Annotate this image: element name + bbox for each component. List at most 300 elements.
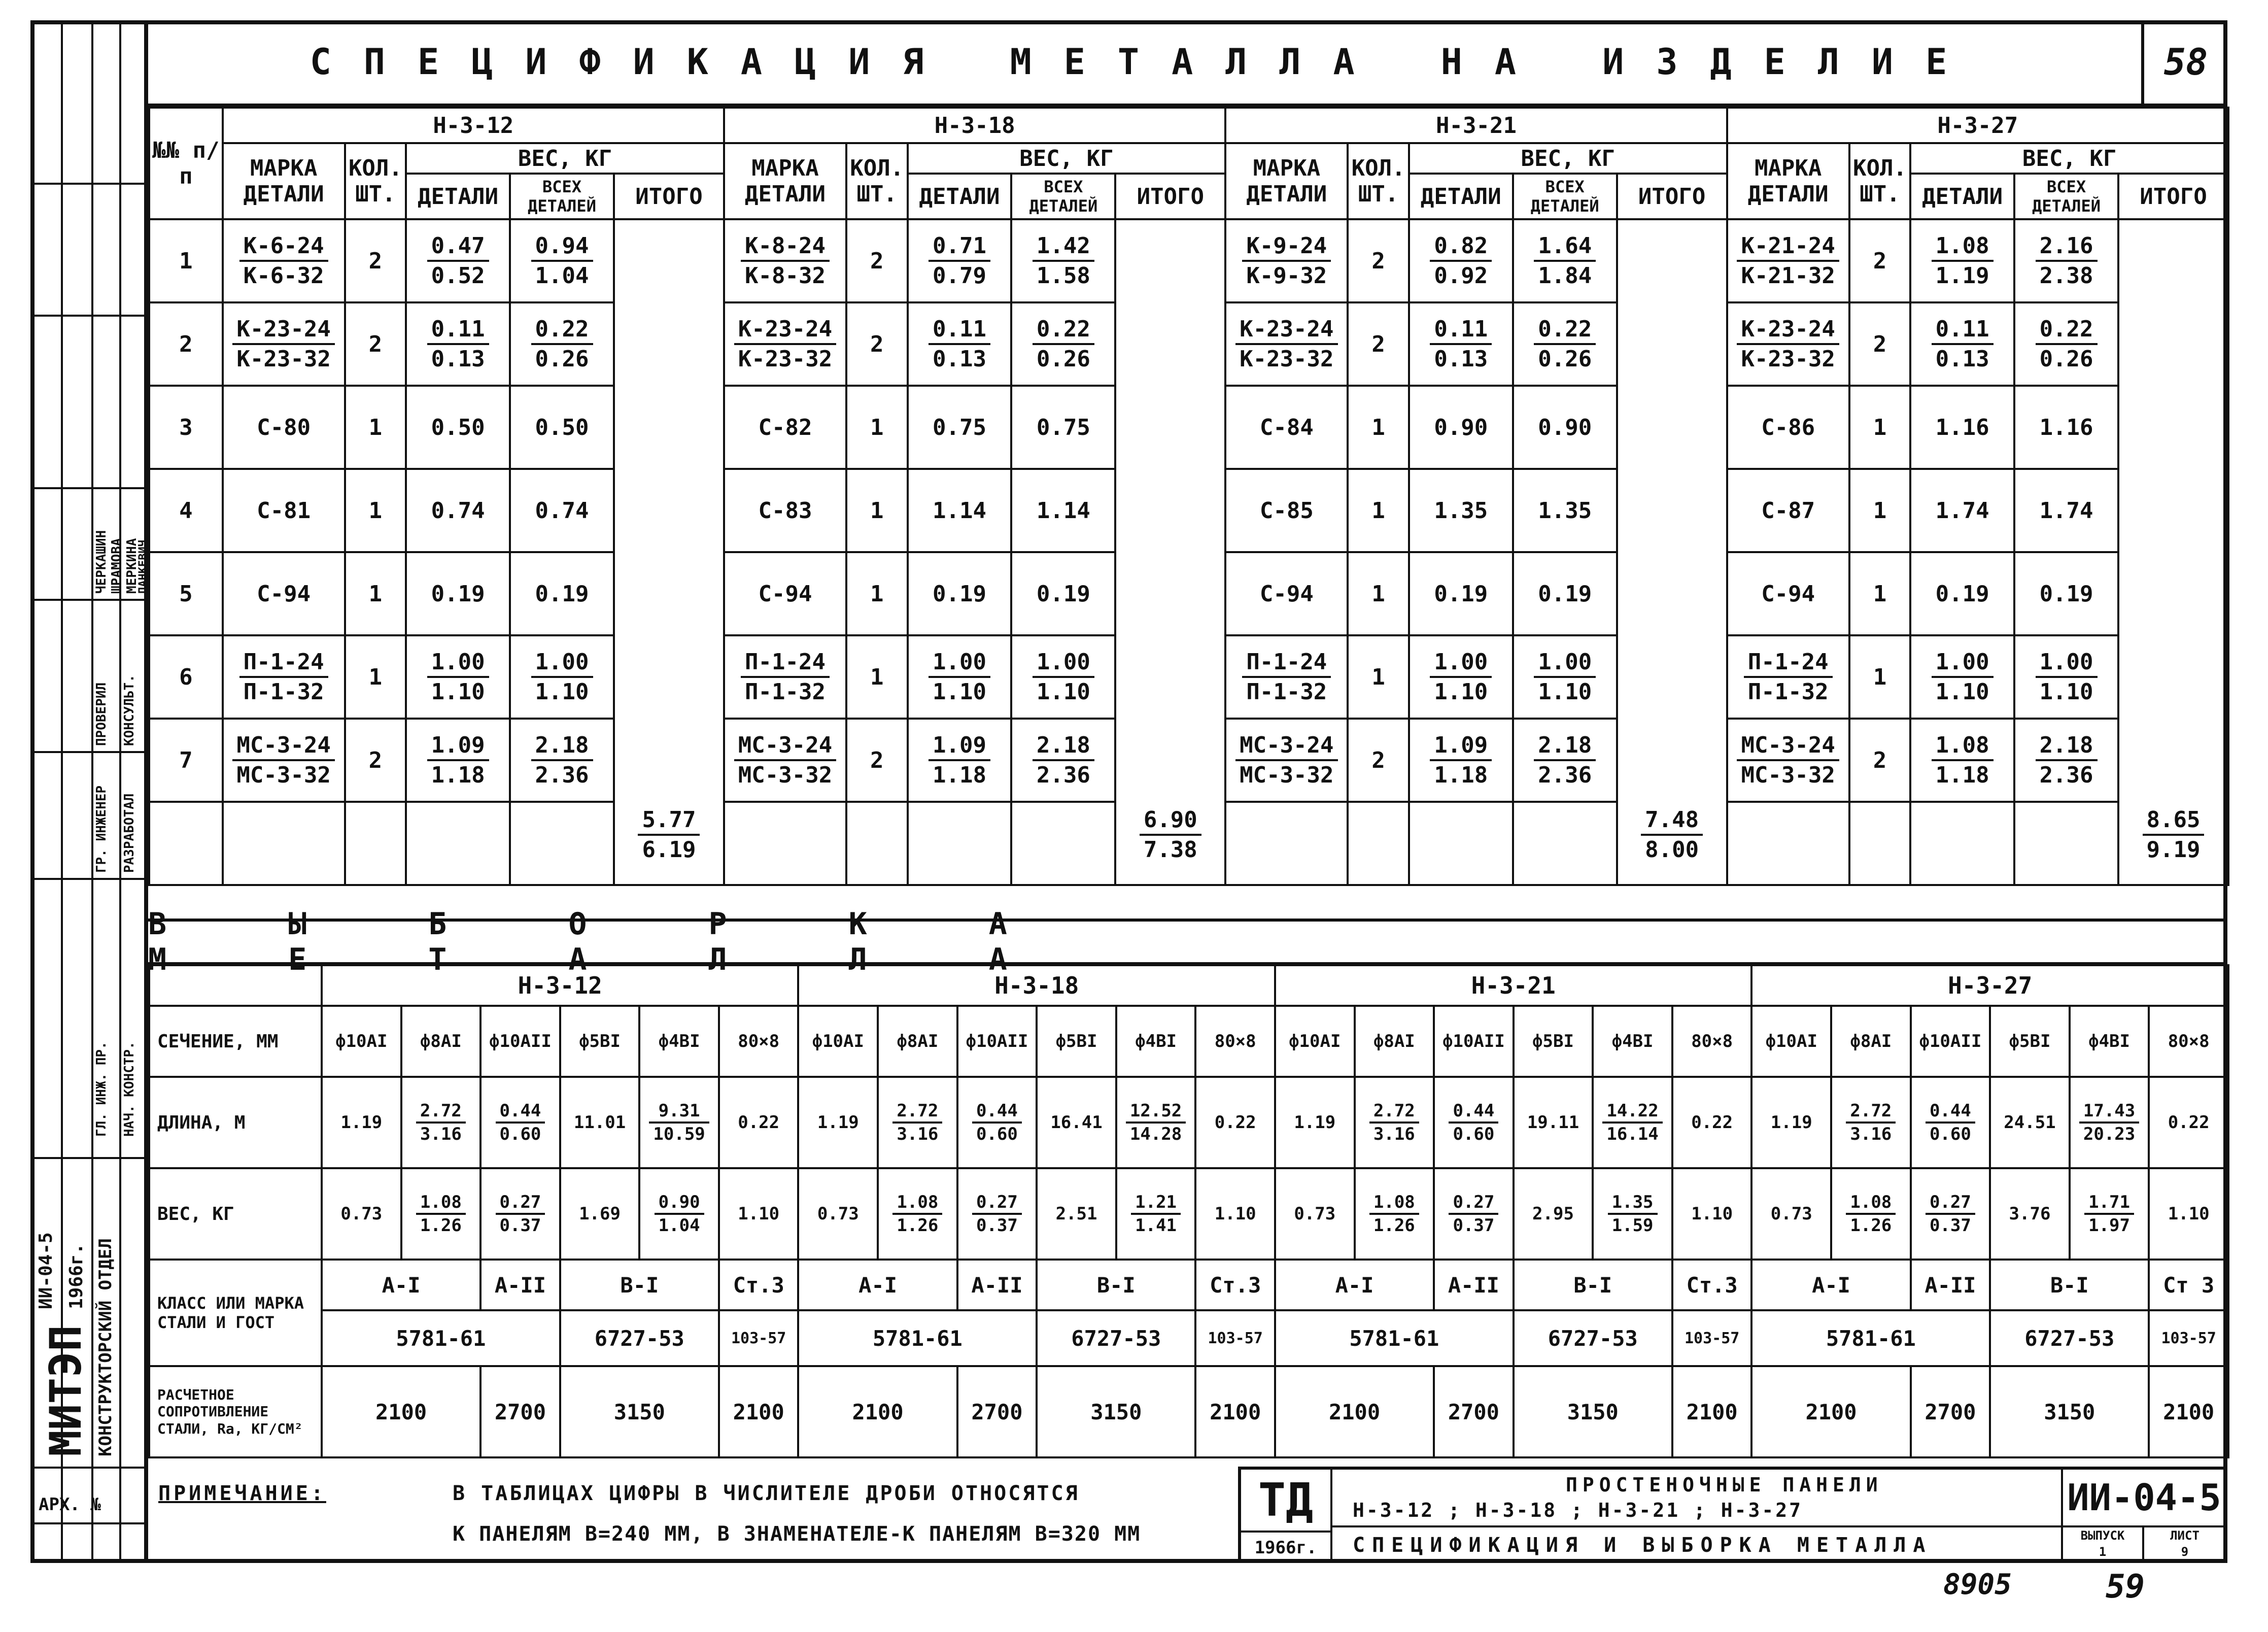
numerator: 1.08 (1932, 731, 1994, 761)
detail-qty: 1 (846, 552, 908, 635)
all-weight (510, 302, 614, 386)
numerator: 1.00 (531, 648, 593, 678)
numerator: 17.43 (2079, 1100, 2139, 1124)
denominator: П-1-32 (1246, 679, 1327, 705)
detail-mark (724, 386, 846, 469)
fraction (892, 1192, 942, 1237)
numerator: 1.00 (2036, 648, 2098, 678)
length-value (1751, 1077, 1831, 1168)
spec-total-header: ИТОГО (1115, 174, 1225, 219)
denominator: 3.16 (1850, 1124, 1892, 1144)
detail-qty: 1 (345, 386, 406, 469)
numerator: 0.44 (972, 1100, 1022, 1124)
cell-value: С-94 (1259, 581, 1314, 607)
section-value: ф10АI (1751, 1006, 1831, 1077)
fraction (1235, 731, 1337, 789)
strip-name: ШРАМОВА (109, 538, 124, 594)
spec-group-name: Н-3-27 (1727, 108, 2228, 143)
detail-weight (1409, 552, 1513, 635)
length-value (1037, 1077, 1116, 1168)
group-total (2118, 219, 2228, 885)
weight-value (1434, 1168, 1514, 1260)
fraction (1602, 1100, 1662, 1145)
fraction (929, 648, 990, 706)
section-value: ф10АII (957, 1006, 1037, 1077)
length-value (639, 1077, 719, 1168)
numerator: 1.00 (427, 648, 489, 678)
fraction (734, 731, 836, 789)
stamp-list (2144, 1525, 2225, 1563)
section-value: ф5ВI (1990, 1006, 2070, 1077)
note-line-2: К ПАНЕЛЯМ В=240 ММ, В ЗНАМЕНАТЕЛЕ-К ПАНЕЛЯМ В=320 ММ (453, 1522, 1141, 1546)
stamp-code: ИИ-04-5 (2067, 1476, 2221, 1519)
td-mark: ТД (1241, 1470, 1332, 1531)
weight-value (480, 1168, 560, 1260)
all-weight (1011, 219, 1115, 302)
numerator: МС-3-24 (232, 731, 334, 761)
fraction (1744, 648, 1833, 706)
all-weight (1011, 386, 1115, 469)
fraction (1449, 1192, 1498, 1237)
fraction (1534, 648, 1596, 706)
selection-group-name: Н-3-18 (798, 965, 1275, 1006)
detail-mark (1225, 635, 1348, 719)
numerator: 1.09 (929, 731, 990, 761)
fraction (929, 315, 990, 373)
detail-qty: 2 (846, 219, 908, 302)
detail-mark (724, 469, 846, 552)
detail-mark (223, 635, 345, 719)
cell-value: 1.19 (1294, 1112, 1336, 1133)
numerator: 2.18 (2036, 731, 2098, 761)
detail-weight (406, 719, 510, 802)
fraction (649, 1100, 709, 1145)
gost-value: 5781-61 (798, 1310, 1037, 1366)
section-value: ф4ВI (639, 1006, 719, 1077)
detail-weight (1910, 219, 2014, 302)
denominator: 0.60 (1929, 1124, 1971, 1144)
fraction (531, 232, 593, 290)
weight-value (1037, 1168, 1116, 1260)
numerator: 6.90 (1140, 806, 1201, 836)
length-value (2149, 1077, 2228, 1168)
section-value: ф8АI (401, 1006, 481, 1077)
detail-weight (1409, 219, 1513, 302)
gost-value: 103-57 (1195, 1310, 1275, 1366)
denominator: 16.14 (1606, 1124, 1659, 1144)
cell-value: С-81 (257, 497, 311, 524)
numerator: 2.18 (531, 731, 593, 761)
stamp-year: 1966г. (1241, 1531, 1332, 1563)
weight-value (1593, 1168, 1672, 1260)
detail-qty: 2 (345, 219, 406, 302)
steel-class: В-I (1037, 1260, 1195, 1310)
all-weight (2014, 386, 2118, 469)
steel-class: А-I (798, 1260, 957, 1310)
numerator: 1.00 (1430, 648, 1492, 678)
detail-qty: 1 (1348, 386, 1409, 469)
detail-qty: 1 (1348, 635, 1409, 719)
length-value (401, 1077, 481, 1168)
fraction (1369, 1192, 1419, 1237)
fraction (1430, 648, 1492, 706)
fraction (972, 1100, 1022, 1145)
cell-value: 0.22 (738, 1112, 780, 1133)
numerator: 1.64 (1534, 232, 1596, 262)
numerator: 0.22 (1033, 315, 1094, 345)
denominator: 6.19 (642, 837, 696, 863)
all-weight (1513, 469, 1617, 552)
denominator: МС-3-32 (1741, 762, 1835, 788)
detail-weight (1910, 635, 2014, 719)
fraction (1737, 731, 1839, 789)
cell-value: 0.74 (431, 497, 485, 524)
numerator: 0.11 (1430, 315, 1492, 345)
numerator: 0.27 (1926, 1192, 1975, 1215)
title-block (1238, 1467, 2227, 1563)
denominator: МС-3-32 (236, 762, 331, 788)
weight-value (878, 1168, 957, 1260)
all-weight (1513, 552, 1617, 635)
steel-class: В-I (560, 1260, 719, 1310)
cell-value: 0.90 (1538, 414, 1592, 440)
detail-qty: 1 (846, 635, 908, 719)
spec-weight-header: ВЕС, КГ (406, 143, 724, 174)
detail-mark (1225, 386, 1348, 469)
fraction (2084, 1192, 2134, 1237)
gost-value: 103-57 (1672, 1310, 1752, 1366)
all-weight (1011, 635, 1115, 719)
cell-value: С-87 (1761, 497, 1815, 524)
numerator: 5.77 (638, 806, 700, 836)
denominator: К-8-32 (745, 263, 826, 289)
numerator: 1.00 (1534, 648, 1596, 678)
numerator: 0.44 (1449, 1100, 1498, 1124)
numerator: 9.31 (649, 1100, 709, 1124)
steel-label: КЛАСС ИЛИ МАРКА СТАЛИ И ГОСТ (149, 1260, 322, 1366)
denominator: 0.37 (1929, 1215, 1971, 1236)
cell-value: 24.51 (2004, 1112, 2056, 1133)
detail-qty: 2 (846, 719, 908, 802)
spec-group-name: Н-3-18 (724, 108, 1225, 143)
fraction (929, 232, 990, 290)
numerator: 1.08 (1846, 1192, 1896, 1215)
denominator: 1.26 (1850, 1215, 1892, 1236)
denominator: 0.26 (2039, 346, 2093, 372)
steel-class: В-I (1990, 1260, 2149, 1310)
numerator: 2.72 (892, 1100, 942, 1124)
cell-value: 1.14 (932, 497, 986, 524)
numerator: МС-3-24 (1737, 731, 1839, 761)
strip-year: 1966г. (66, 1243, 87, 1309)
resistance-value: 2700 (957, 1366, 1037, 1457)
section-value: ф8АI (1831, 1006, 1911, 1077)
detail-weight (1910, 552, 2014, 635)
numerator: 0.11 (1932, 315, 1994, 345)
cell-value: 1.74 (2039, 497, 2093, 524)
detail-qty: 2 (345, 302, 406, 386)
fraction (2036, 731, 2098, 789)
all-weight (2014, 635, 2118, 719)
fraction (892, 1100, 942, 1145)
fraction (2036, 232, 2098, 290)
fraction (1534, 315, 1596, 373)
strip-role: ГР. ИНЖЕНЕР (94, 785, 109, 873)
fraction (427, 232, 489, 290)
denominator: 0.13 (431, 346, 485, 372)
denominator: 1.26 (1373, 1215, 1415, 1236)
empty-cell (1513, 802, 1617, 885)
empty-cell (846, 802, 908, 885)
denominator: 0.37 (499, 1215, 541, 1236)
denominator: К-23-32 (1741, 346, 1835, 372)
denominator: 1.19 (1935, 263, 1989, 289)
denominator: 3.16 (420, 1124, 462, 1144)
denominator: 1.04 (658, 1215, 700, 1236)
length-value (719, 1077, 799, 1168)
cell-value: 1.19 (340, 1112, 383, 1133)
denominator: П-1-32 (1747, 679, 1829, 705)
fraction (1737, 315, 1839, 373)
resistance-value: 2100 (1275, 1366, 1434, 1457)
all-weight (510, 386, 614, 469)
detail-weight (1910, 719, 2014, 802)
length-value (1911, 1077, 1990, 1168)
cell-value: 0.22 (1214, 1112, 1256, 1133)
numerator: 0.22 (2036, 315, 2098, 345)
row-number: 1 (149, 219, 223, 302)
fraction (1033, 648, 1094, 706)
resistance-value: 2700 (480, 1366, 560, 1457)
strip-role: РАЗРАБОТАЛ (122, 793, 137, 873)
strip-name: ПАНКЕВИЧ (137, 540, 150, 594)
numerator: П-1-24 (741, 648, 830, 678)
numerator: 1.08 (892, 1192, 942, 1215)
cell-value: С-94 (758, 581, 812, 607)
fraction (496, 1100, 545, 1145)
spec-one-header: ДЕТАЛИ (1910, 174, 2014, 219)
numerator: МС-3-24 (734, 731, 836, 761)
all-weight (1513, 219, 1617, 302)
denominator: 1.10 (535, 679, 589, 705)
cell-value: С-80 (257, 414, 311, 440)
steel-class: Ст.3 (1672, 1260, 1752, 1310)
denominator: 1.18 (1935, 762, 1989, 788)
numerator: 1.08 (1369, 1192, 1419, 1215)
fraction (1641, 806, 1703, 864)
archive-number-label: АРХ. № (39, 1494, 101, 1515)
numerator: 2.16 (2036, 232, 2098, 262)
all-weight (1011, 469, 1115, 552)
fraction (239, 648, 328, 706)
section-value: 80×8 (1195, 1006, 1275, 1077)
length-value (1514, 1077, 1593, 1168)
selection-group-name: Н-3-21 (1275, 965, 1751, 1006)
weight-value (957, 1168, 1037, 1260)
denominator: 1.97 (2088, 1215, 2130, 1236)
org-name: МИТЭП (41, 1325, 91, 1456)
steel-class: В-I (1514, 1260, 1672, 1310)
all-weight (1513, 719, 1617, 802)
drawing-body (148, 20, 2227, 1563)
detail-mark (223, 719, 345, 802)
numerator: К-8-24 (741, 232, 830, 262)
denominator: П-1-32 (745, 679, 826, 705)
weight-value (2149, 1168, 2228, 1260)
steel-class: Ст.3 (719, 1260, 799, 1310)
cell-value: С-94 (257, 581, 311, 607)
weight-value (2070, 1168, 2149, 1260)
numerator: 7.48 (1641, 806, 1703, 836)
detail-mark (724, 719, 846, 802)
cell-value: 0.19 (535, 581, 589, 607)
all-weight (1513, 386, 1617, 469)
numerator: 2.72 (1846, 1100, 1896, 1124)
fraction (655, 1192, 704, 1237)
resistance-value: 2100 (1195, 1366, 1275, 1457)
detail-weight (1409, 386, 1513, 469)
spec-mark-header: МАРКА ДЕТАЛИ (223, 143, 345, 219)
empty-cell (908, 802, 1012, 885)
fraction (1534, 232, 1596, 290)
numerator: 1.09 (1430, 731, 1492, 761)
empty-cell (223, 802, 345, 885)
empty-cell (1348, 802, 1409, 885)
numerator: П-1-24 (1744, 648, 1833, 678)
weight-value (798, 1168, 878, 1260)
numerator: К-23-24 (734, 315, 836, 345)
cell-value: 1.19 (817, 1112, 859, 1133)
resistance-value: 2100 (1751, 1366, 1910, 1457)
spec-total-header: ИТОГО (614, 174, 724, 219)
numerator: 1.21 (1131, 1192, 1181, 1215)
numerator: 0.27 (1449, 1192, 1498, 1215)
row-number: 2 (149, 302, 223, 386)
weight-value (401, 1168, 481, 1260)
section-value: ф5ВI (1037, 1006, 1116, 1077)
cell-value: 1.10 (738, 1204, 780, 1224)
cell-value: 0.73 (1294, 1204, 1336, 1224)
numerator: 1.00 (1033, 648, 1094, 678)
numerator: К-6-24 (239, 232, 328, 262)
detail-weight (908, 219, 1012, 302)
denominator: 14.28 (1129, 1124, 1182, 1144)
denominator: 0.60 (976, 1124, 1018, 1144)
fraction (1932, 731, 1994, 789)
all-weight (510, 635, 614, 719)
stamp-title-3: СПЕЦИФИКАЦИЯ И ВЫБОРКА МЕТАЛЛА (1332, 1525, 2063, 1563)
all-weight (1513, 635, 1617, 719)
all-weight (2014, 552, 2118, 635)
spec-weight-header: ВЕС, КГ (908, 143, 1226, 174)
numerator: 1.35 (1608, 1192, 1658, 1215)
steel-class: А-II (1911, 1260, 1990, 1310)
fraction (1737, 232, 1839, 290)
section-label: СЕЧЕНИЕ, ММ (149, 1006, 322, 1077)
detail-weight (1409, 469, 1513, 552)
empty-cell (345, 802, 406, 885)
spec-all-header: ВСЕХ ДЕТАЛЕЙ (1011, 174, 1115, 219)
empty-cell (149, 802, 223, 885)
spec-mark-header: МАРКА ДЕТАЛИ (724, 143, 846, 219)
strip-role: НАЧ. КОНСТР. (122, 1041, 137, 1137)
numerator: К-21-24 (1737, 232, 1839, 262)
all-weight (510, 552, 614, 635)
resistance-value: 2100 (322, 1366, 480, 1457)
denominator: 1.10 (431, 679, 485, 705)
denominator: 2.36 (1036, 762, 1090, 788)
numerator: 1.08 (1932, 232, 1994, 262)
gost-value: 5781-61 (322, 1310, 560, 1366)
all-weight (510, 219, 614, 302)
cell-value: 0.74 (535, 497, 589, 524)
numerator: 0.27 (496, 1192, 545, 1215)
detail-qty: 1 (345, 552, 406, 635)
detail-mark (1727, 302, 1849, 386)
spec-qty-header: КОЛ. ШТ. (1849, 143, 1911, 219)
selection-table (148, 964, 2229, 1458)
fraction (1608, 1192, 1658, 1237)
fraction (1126, 1100, 1186, 1145)
row-number: 5 (149, 552, 223, 635)
denominator: 8.00 (1645, 837, 1699, 863)
fraction (427, 648, 489, 706)
detail-weight (1910, 386, 2014, 469)
weight-value (1672, 1168, 1752, 1260)
cell-value: 0.19 (1935, 581, 1989, 607)
numerator: 1.00 (929, 648, 990, 678)
spec-qty-header: КОЛ. ШТ. (1348, 143, 1409, 219)
cell-value: 0.22 (2168, 1112, 2210, 1133)
fraction (1846, 1100, 1896, 1145)
fraction (427, 731, 489, 789)
denominator: 7.38 (1143, 837, 1197, 863)
denominator: П-1-32 (243, 679, 324, 705)
fraction (1932, 648, 1994, 706)
detail-qty: 1 (1849, 469, 1911, 552)
strip-role: КОНСУЛЬТ. (122, 674, 137, 746)
denominator: 1.18 (932, 762, 986, 788)
detail-mark (1727, 469, 1849, 552)
detail-qty: 2 (1849, 219, 1911, 302)
detail-qty: 2 (846, 302, 908, 386)
cell-value: 0.50 (535, 414, 589, 440)
spec-mark-header: МАРКА ДЕТАЛИ (1225, 143, 1348, 219)
all-weight (1513, 302, 1617, 386)
denominator: К-9-32 (1246, 263, 1327, 289)
section-value: ф4ВI (1116, 1006, 1196, 1077)
numerator: 0.44 (496, 1100, 545, 1124)
detail-mark (223, 219, 345, 302)
cell-value: С-83 (758, 497, 812, 524)
fraction (638, 806, 700, 864)
detail-weight (908, 719, 1012, 802)
fraction (741, 232, 830, 290)
section-value: ф10АII (1434, 1006, 1514, 1077)
denominator: 1.18 (1434, 762, 1488, 788)
gost-value: 5781-61 (1751, 1310, 1990, 1366)
length-value (1831, 1077, 1911, 1168)
spec-mark-header: МАРКА ДЕТАЛИ (1727, 143, 1849, 219)
empty-cell (1011, 802, 1115, 885)
gost-value: 5781-61 (1275, 1310, 1514, 1366)
denominator: 0.13 (1935, 346, 1989, 372)
spec-one-header: ДЕТАЛИ (908, 174, 1012, 219)
detail-mark (724, 219, 846, 302)
numerator: К-23-24 (232, 315, 334, 345)
numerator: 1.42 (1033, 232, 1094, 262)
weight-value (1116, 1168, 1196, 1260)
